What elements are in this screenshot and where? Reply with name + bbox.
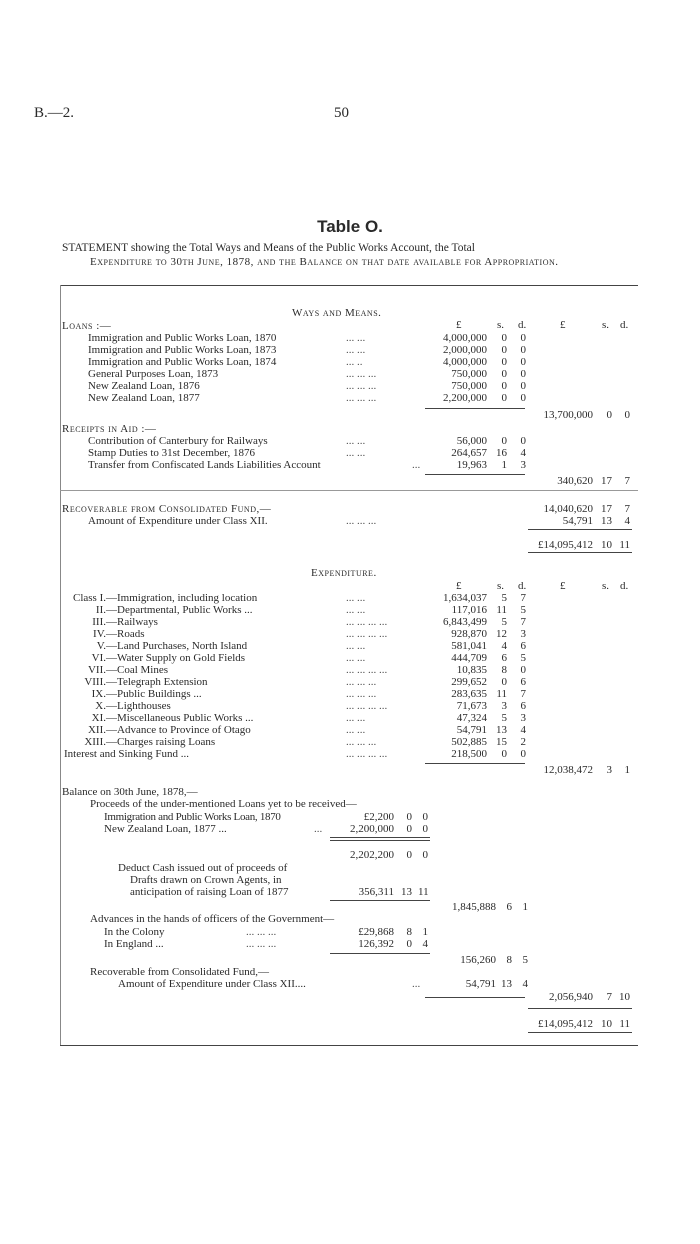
class-pounds: 444,709 bbox=[451, 652, 487, 664]
deduct-pence: 11 bbox=[418, 886, 429, 898]
class-number: V. bbox=[96, 640, 106, 652]
loan-pence: 0 bbox=[520, 368, 526, 380]
class-dots: ... ... bbox=[346, 652, 366, 664]
class-name: —Charges raising Loans bbox=[106, 736, 216, 748]
balance-loans-total-shillings: 0 bbox=[406, 849, 412, 861]
ways-recoverable-pence: 4 bbox=[624, 515, 630, 527]
class-pounds: 928,870 bbox=[451, 628, 487, 640]
class-pounds: 6,843,499 bbox=[443, 616, 487, 628]
class-name: —Water Supply on Gold Fields bbox=[106, 652, 246, 664]
advances-total-pence: 5 bbox=[522, 954, 528, 966]
class-dots: ... ... bbox=[346, 640, 366, 652]
balance-net-pounds: 1,845,888 bbox=[452, 901, 496, 913]
loan-pounds: 750,000 bbox=[451, 380, 487, 392]
class-name: Interest and Sinking Fund ... bbox=[64, 748, 189, 760]
class-number: VII. bbox=[87, 664, 106, 676]
class-shillings: 13 bbox=[496, 724, 507, 736]
balance-net-pence: 1 bbox=[522, 901, 528, 913]
loan-name: Immigration and Public Works Loan, 1873 bbox=[88, 344, 277, 356]
class-dots: ... ... ... ... bbox=[346, 700, 388, 712]
receipt-name: Stamp Duties to 31st December, 1876 bbox=[88, 447, 255, 459]
class-shillings: 0 bbox=[501, 748, 507, 760]
ways-recoverable-name: Amount of Expenditure under Class XII. bbox=[88, 515, 268, 527]
class-pence: 3 bbox=[520, 628, 526, 640]
class-shillings: 5 bbox=[501, 592, 507, 604]
loan-pence: 0 bbox=[520, 344, 526, 356]
ways-divider bbox=[60, 490, 638, 491]
class-pence: 4 bbox=[520, 724, 526, 736]
loan-dots: ... ... bbox=[346, 344, 366, 356]
table-title: Table O. bbox=[317, 217, 383, 236]
loans-label: Loans :— bbox=[62, 320, 112, 332]
class-name: —Land Purchases, North Island bbox=[106, 640, 248, 652]
deduct-pounds: 356,311 bbox=[358, 886, 394, 898]
balance-loan-1-shillings: 0 bbox=[406, 811, 412, 823]
loan-dots: ... ... ... bbox=[346, 392, 377, 404]
final-rule bbox=[528, 1008, 632, 1009]
class-pence: 5 bbox=[520, 604, 526, 616]
deduct-rule bbox=[330, 900, 430, 901]
class-shillings: 5 bbox=[501, 616, 507, 628]
advance-1-pounds: £29,868 bbox=[358, 926, 394, 938]
balance-loans-rule-2 bbox=[330, 840, 430, 841]
class-pounds: 299,652 bbox=[451, 676, 487, 688]
exp-total-pounds: 12,038,472 bbox=[543, 764, 593, 776]
loan-name: Immigration and Public Works Loan, 1874 bbox=[88, 356, 277, 368]
class-pence: 2 bbox=[520, 736, 526, 748]
loan-shillings: 0 bbox=[501, 332, 507, 344]
ways-recoverable-shillings: 13 bbox=[601, 515, 612, 527]
class-number: VIII. bbox=[84, 676, 106, 688]
class-pence: 5 bbox=[520, 652, 526, 664]
loan-name: Immigration and Public Works Loan, 1870 bbox=[88, 332, 277, 344]
col-head-shillings: s. bbox=[497, 319, 505, 331]
class-number: III. bbox=[92, 616, 106, 628]
ways-subtotal-shillings: 17 bbox=[601, 503, 612, 515]
final-rule-2 bbox=[528, 1032, 632, 1033]
class-pence: 0 bbox=[520, 748, 526, 760]
class-name: —Advance to Province of Otago bbox=[106, 724, 251, 736]
ways-grand-pence: 11 bbox=[619, 539, 630, 551]
table-bottom-rule bbox=[60, 1045, 638, 1046]
col-head-shillings-2: s. bbox=[602, 319, 610, 331]
class-name: —Departmental, Public Works ... bbox=[106, 604, 253, 616]
class-dots: ... ... ... bbox=[346, 736, 377, 748]
loan-dots: ... ... bbox=[346, 332, 366, 344]
class-dots: ... ... ... ... bbox=[346, 628, 388, 640]
balance-loans-total-pounds: 2,202,200 bbox=[350, 849, 394, 861]
class-pounds: 1,634,037 bbox=[443, 592, 487, 604]
loans-total-shillings: 0 bbox=[606, 409, 612, 421]
ways-recoverable-pounds: 54,791 bbox=[562, 515, 593, 527]
loan-dots: ... .. bbox=[346, 356, 363, 368]
ways-recoverable-label: Recoverable from Consolidated Fund,— bbox=[62, 503, 272, 515]
advances-rule bbox=[330, 953, 430, 954]
advance-2-pence: 4 bbox=[422, 938, 428, 950]
balance-loan-1-name: Immigration and Public Works Loan, 1870 bbox=[104, 811, 281, 823]
exp-col-head-pounds-2: £ bbox=[560, 580, 566, 592]
class-dots: ... ... bbox=[346, 604, 366, 616]
deduct-line-3: anticipation of raising Loan of 1877 bbox=[130, 886, 289, 898]
loans-total-rule bbox=[425, 408, 525, 409]
class-number: XIII. bbox=[84, 736, 106, 748]
class-shillings: 0 bbox=[501, 676, 507, 688]
class-pounds: 283,635 bbox=[451, 688, 487, 700]
table-top-rule bbox=[60, 285, 638, 286]
class-name: —Miscellaneous Public Works ... bbox=[106, 712, 254, 724]
class-pence: 6 bbox=[520, 640, 526, 652]
class-shillings: 3 bbox=[501, 700, 507, 712]
statement-line-1: STATEMENT showing the Total Ways and Means of the Public Works Account, the Total bbox=[62, 242, 475, 254]
ways-heading: Ways and Means. bbox=[292, 307, 382, 319]
class-dots: ... ... ... ... bbox=[346, 664, 388, 676]
loan-pounds: 4,000,000 bbox=[443, 332, 487, 344]
class-number: II. bbox=[95, 604, 106, 616]
receipt-pence: 0 bbox=[520, 435, 526, 447]
col-head-pence-2: d. bbox=[620, 319, 629, 331]
col-head-pounds: £ bbox=[456, 319, 462, 331]
loans-total-pence: 0 bbox=[624, 409, 630, 421]
loan-name: General Purposes Loan, 1873 bbox=[88, 368, 219, 380]
balance-loan-1-pence: 0 bbox=[422, 811, 428, 823]
class-dots: ... ... ... ... bbox=[346, 748, 388, 760]
receipt-shillings: 16 bbox=[496, 447, 507, 459]
receipt-name: Contribution of Canterbury for Railways bbox=[88, 435, 268, 447]
balance-loans-rule-1 bbox=[330, 837, 430, 838]
loan-pence: 0 bbox=[520, 332, 526, 344]
loan-name: New Zealand Loan, 1876 bbox=[88, 380, 200, 392]
document-reference: B.—2. bbox=[34, 105, 75, 121]
balance-total-pence: 10 bbox=[619, 991, 630, 1003]
balance-total-pounds: 2,056,940 bbox=[549, 991, 593, 1003]
class-name: —Roads bbox=[106, 628, 145, 640]
class-pence: 3 bbox=[520, 712, 526, 724]
final-grand-pence: 11 bbox=[619, 1018, 630, 1030]
exp-col-head-shillings: s. bbox=[497, 580, 505, 592]
ways-subtotal-pence: 7 bbox=[624, 503, 630, 515]
class-shillings: 15 bbox=[496, 736, 507, 748]
loan-shillings: 0 bbox=[501, 356, 507, 368]
class-shillings: 5 bbox=[501, 712, 507, 724]
ways-subtotal-pounds: 14,040,620 bbox=[543, 503, 593, 515]
class-pounds: 71,673 bbox=[456, 700, 487, 712]
advance-2-dots: ... ... ... bbox=[246, 938, 277, 950]
deduct-line-1: Deduct Cash issued out of proceeds of bbox=[118, 862, 288, 874]
class-number: Class I. bbox=[73, 592, 106, 604]
class-pounds: 54,791 bbox=[456, 724, 487, 736]
class-pounds: 10,835 bbox=[456, 664, 487, 676]
class-number: XI. bbox=[91, 712, 106, 724]
class-pounds: 581,041 bbox=[451, 640, 487, 652]
exp-col-head-pence: d. bbox=[518, 580, 527, 592]
class-number: VI. bbox=[91, 652, 106, 664]
loan-dots: ... ... ... bbox=[346, 380, 377, 392]
class-number: XII. bbox=[87, 724, 106, 736]
balance-recoverable-pence: 4 bbox=[522, 978, 528, 990]
exp-col-head-pounds: £ bbox=[456, 580, 462, 592]
loan-shillings: 0 bbox=[501, 380, 507, 392]
advance-1-shillings: 8 bbox=[406, 926, 412, 938]
page-number: 50 bbox=[334, 105, 349, 121]
class-number: IX. bbox=[91, 688, 106, 700]
final-grand-shillings: 10 bbox=[601, 1018, 612, 1030]
balance-loan-2-name: New Zealand Loan, 1877 ... bbox=[104, 823, 227, 835]
receipts-total-pence: 7 bbox=[624, 475, 630, 487]
ways-grand-rule-2 bbox=[528, 552, 632, 553]
loan-pence: 0 bbox=[520, 356, 526, 368]
receipts-label: Receipts in Aid :— bbox=[62, 423, 157, 435]
balance-recoverable-dots: ... bbox=[412, 978, 421, 990]
class-pounds: 47,324 bbox=[456, 712, 487, 724]
advances-total-pounds: 156,260 bbox=[460, 954, 496, 966]
class-pounds: 218,500 bbox=[451, 748, 487, 760]
class-pounds: 502,885 bbox=[451, 736, 487, 748]
receipt-shillings: 0 bbox=[501, 435, 507, 447]
advances-label: Advances in the hands of officers of the Government— bbox=[90, 913, 335, 925]
class-shillings: 12 bbox=[496, 628, 507, 640]
balance-loan-2-dots: ... bbox=[314, 823, 323, 835]
ways-grand-rule bbox=[528, 529, 632, 530]
loan-shillings: 0 bbox=[501, 392, 507, 404]
class-shillings: 4 bbox=[501, 640, 507, 652]
final-grand-pounds: £14,095,412 bbox=[538, 1018, 593, 1030]
balance-recoverable-shillings: 13 bbox=[501, 978, 512, 990]
balance-label: Balance on 30th June, 1878,— bbox=[62, 786, 198, 798]
statement-line-2: Expenditure to 30th June, 1878, and the Balance on that date available for Appropriation. bbox=[90, 256, 559, 268]
advances-total-shillings: 8 bbox=[506, 954, 512, 966]
class-dots: ... ... bbox=[346, 592, 366, 604]
class-pounds: 117,016 bbox=[451, 604, 487, 616]
loan-pence: 0 bbox=[520, 392, 526, 404]
class-pence: 6 bbox=[520, 700, 526, 712]
class-pence: 6 bbox=[520, 676, 526, 688]
class-shillings: 8 bbox=[501, 664, 507, 676]
receipt-pounds: 19,963 bbox=[456, 459, 487, 471]
loan-pounds: 2,000,000 bbox=[443, 344, 487, 356]
advance-2-shillings: 0 bbox=[406, 938, 412, 950]
receipt-dots: ... ... bbox=[346, 435, 366, 447]
loan-shillings: 0 bbox=[501, 344, 507, 356]
balance-loan-2-shillings: 0 bbox=[406, 823, 412, 835]
exp-total-shillings: 3 bbox=[606, 764, 612, 776]
ways-recoverable-dots: ... ... ... bbox=[346, 515, 377, 527]
receipt-pounds: 56,000 bbox=[456, 435, 487, 447]
deduct-line-2: Drafts drawn on Crown Agents, in bbox=[130, 874, 282, 886]
class-dots: ... ... bbox=[346, 712, 366, 724]
balance-net-shillings: 6 bbox=[506, 901, 512, 913]
class-name: —Lighthouses bbox=[106, 700, 171, 712]
expenditure-heading: Expenditure. bbox=[311, 567, 377, 579]
col-head-pence: d. bbox=[518, 319, 527, 331]
receipt-shillings: 1 bbox=[501, 459, 507, 471]
receipt-pence: 3 bbox=[520, 459, 526, 471]
class-number: X. bbox=[95, 700, 106, 712]
advance-2-pounds: 126,392 bbox=[358, 938, 394, 950]
class-name: —Coal Mines bbox=[106, 664, 169, 676]
class-dots: ... ... ... bbox=[346, 688, 377, 700]
class-name: —Public Buildings ... bbox=[106, 688, 202, 700]
loan-pence: 0 bbox=[520, 380, 526, 392]
balance-loans-total-pence: 0 bbox=[422, 849, 428, 861]
col-head-pounds-2: £ bbox=[560, 319, 566, 331]
exp-col-head-pence-2: d. bbox=[620, 580, 629, 592]
class-number: IV. bbox=[93, 628, 106, 640]
ways-grand-pounds: £14,095,412 bbox=[538, 539, 593, 551]
loan-pounds: 2,200,000 bbox=[443, 392, 487, 404]
receipts-total-pounds: 340,620 bbox=[557, 475, 593, 487]
class-dots: ... ... ... ... bbox=[346, 616, 388, 628]
class-dots: ... ... bbox=[346, 724, 366, 736]
receipt-pence: 4 bbox=[520, 447, 526, 459]
loans-total-pounds: 13,700,000 bbox=[543, 409, 593, 421]
receipts-total-shillings: 17 bbox=[601, 475, 612, 487]
class-dots: ... ... ... bbox=[346, 676, 377, 688]
class-name: —Immigration, including location bbox=[106, 592, 258, 604]
advance-1-pence: 1 bbox=[422, 926, 428, 938]
class-pence: 7 bbox=[520, 592, 526, 604]
balance-total-rule bbox=[425, 997, 525, 998]
class-pence: 0 bbox=[520, 664, 526, 676]
balance-loan-2-pounds: 2,200,000 bbox=[350, 823, 394, 835]
advance-1-name: In the Colony bbox=[104, 926, 165, 938]
balance-recoverable-label: Recoverable from Consolidated Fund,— bbox=[90, 966, 270, 978]
balance-total-shillings: 7 bbox=[606, 991, 612, 1003]
class-pence: 7 bbox=[520, 616, 526, 628]
loan-shillings: 0 bbox=[501, 368, 507, 380]
exp-col-head-shillings-2: s. bbox=[602, 580, 610, 592]
ways-grand-shillings: 10 bbox=[601, 539, 612, 551]
receipts-total-rule bbox=[425, 474, 525, 475]
loan-dots: ... ... ... bbox=[346, 368, 377, 380]
loan-name: New Zealand Loan, 1877 bbox=[88, 392, 200, 404]
class-shillings: 6 bbox=[501, 652, 507, 664]
proceeds-label: Proceeds of the under-mentioned Loans yet to be received— bbox=[90, 798, 357, 810]
class-name: —Telegraph Extension bbox=[106, 676, 208, 688]
balance-recoverable-name: Amount of Expenditure under Class XII.... bbox=[118, 978, 306, 990]
advance-1-dots: ... ... ... bbox=[246, 926, 277, 938]
receipt-dots: ... ... bbox=[346, 447, 366, 459]
balance-loan-2-pence: 0 bbox=[422, 823, 428, 835]
exp-total-rule bbox=[425, 763, 525, 764]
exp-total-pence: 1 bbox=[624, 764, 630, 776]
receipt-name: Transfer from Confiscated Lands Liabilities Account bbox=[88, 459, 321, 471]
balance-recoverable-pounds: 54,791 bbox=[465, 978, 496, 990]
receipt-dots: ... bbox=[412, 459, 421, 471]
loan-pounds: 4,000,000 bbox=[443, 356, 487, 368]
advance-2-name: In England ... bbox=[104, 938, 164, 950]
deduct-shillings: 13 bbox=[401, 886, 412, 898]
class-name: —Railways bbox=[106, 616, 158, 628]
receipt-pounds: 264,657 bbox=[451, 447, 487, 459]
class-shillings: 11 bbox=[496, 604, 507, 616]
class-pence: 7 bbox=[520, 688, 526, 700]
loan-pounds: 750,000 bbox=[451, 368, 487, 380]
balance-loan-1-pounds: £2,200 bbox=[363, 811, 394, 823]
class-shillings: 11 bbox=[496, 688, 507, 700]
